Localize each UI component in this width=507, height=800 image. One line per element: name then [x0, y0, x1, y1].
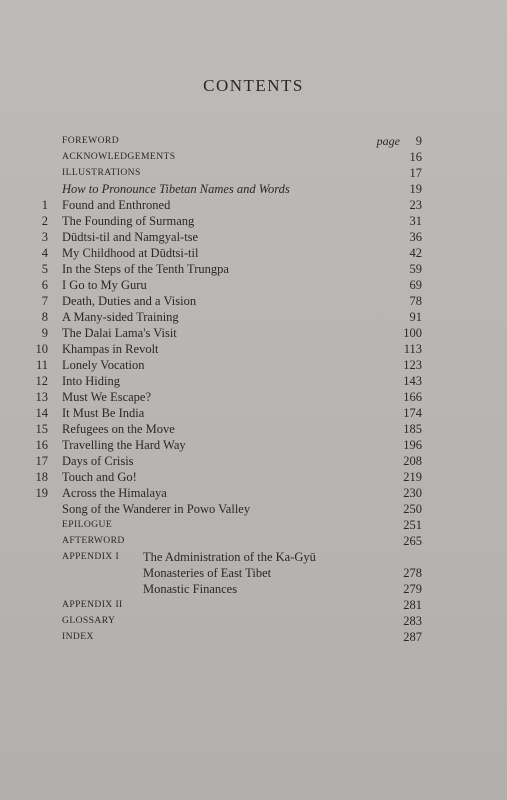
- page-number: 31: [409, 214, 422, 228]
- page-number: 166: [403, 390, 422, 404]
- page-number: 100: [403, 326, 422, 340]
- entry-title: Across the Himalaya: [62, 486, 167, 500]
- toc-entry: [0, 389, 507, 405]
- toc-entry: [0, 613, 507, 629]
- appendix-line: Monastic Finances: [143, 582, 238, 596]
- page-number: 36: [409, 230, 422, 244]
- entry-title: ACKNOWLEDGEMENTS: [62, 151, 176, 162]
- chapter-number: 13: [35, 390, 48, 404]
- page-number: 250: [403, 502, 422, 516]
- entry-title: Must We Escape?: [62, 390, 152, 404]
- page-number: 19: [409, 182, 422, 196]
- toc-entry: [0, 197, 507, 213]
- entry-title: APPENDIX II: [62, 599, 123, 610]
- toc-entry: [0, 213, 507, 229]
- entry-title: Dūdtsi-til and Namgyal-tse: [62, 230, 199, 244]
- entry-title: EPILOGUE: [62, 519, 113, 530]
- chapter-number: 19: [35, 486, 48, 500]
- toc-entry: [0, 357, 507, 373]
- page-number: 23: [409, 198, 422, 212]
- toc-entry: [0, 229, 507, 245]
- toc-entry: [0, 469, 507, 485]
- entry-title: AFTERWORD: [62, 535, 125, 546]
- toc-entry: [0, 565, 507, 581]
- page-number: 196: [403, 438, 422, 452]
- page-number: 42: [409, 246, 422, 260]
- toc-entry: [0, 373, 507, 389]
- page-number: 17: [409, 166, 422, 180]
- entry-title: I Go to My Guru: [62, 278, 147, 292]
- toc-entry: [0, 165, 507, 181]
- chapter-number: 3: [41, 230, 48, 244]
- toc-entry: [0, 245, 507, 261]
- appendix-line: The Administration of the Ka-Gyū: [143, 550, 316, 564]
- page-number: 278: [403, 566, 422, 580]
- toc-entry: [0, 309, 507, 325]
- entry-title: Death, Duties and a Vision: [62, 294, 197, 308]
- entry-title: Travelling the Hard Way: [62, 438, 186, 452]
- chapter-number: 14: [35, 406, 48, 420]
- entry-title: My Childhood at Dūdtsi-til: [62, 246, 199, 260]
- chapter-number: 17: [35, 454, 48, 468]
- toc-entry: [0, 421, 507, 437]
- page-title: CONTENTS: [203, 76, 304, 95]
- chapter-number: 11: [35, 358, 48, 372]
- toc-entry: [0, 277, 507, 293]
- page-number: 91: [409, 310, 422, 324]
- page-number: 59: [409, 262, 422, 276]
- toc-entry: [0, 533, 507, 549]
- page-number: 69: [409, 278, 422, 292]
- appendix-label: APPENDIX I: [62, 551, 120, 562]
- page-number: 123: [403, 358, 422, 372]
- entry-title: The Dalai Lama's Visit: [62, 326, 177, 340]
- entry-title: Refugees on the Move: [62, 422, 175, 436]
- page-number: 219: [403, 470, 422, 484]
- toc-entry: [0, 629, 507, 645]
- appendix-line: Monasteries of East Tibet: [143, 566, 272, 580]
- page-number: 279: [403, 582, 422, 596]
- entry-title: Lonely Vocation: [62, 358, 145, 372]
- toc-entry: [0, 597, 507, 613]
- page-number: 143: [403, 374, 422, 388]
- page-number: 78: [409, 294, 422, 308]
- chapter-number: 5: [41, 262, 48, 276]
- toc-entry: [0, 437, 507, 453]
- entry-title: INDEX: [62, 631, 94, 642]
- chapter-number: 1: [41, 198, 48, 212]
- page-number: 9: [415, 134, 422, 148]
- chapter-number: 10: [35, 342, 48, 356]
- toc-entry: [0, 485, 507, 501]
- entry-title: It Must Be India: [62, 406, 145, 420]
- chapter-number: 7: [41, 294, 48, 308]
- page-number: 281: [403, 598, 422, 612]
- toc-entry: [0, 549, 507, 565]
- toc-entry: [0, 261, 507, 277]
- page-number: 185: [403, 422, 422, 436]
- toc-entry: [0, 181, 507, 197]
- chapter-number: 4: [41, 246, 48, 260]
- chapter-number: 6: [41, 278, 48, 292]
- chapter-number: 12: [35, 374, 48, 388]
- entry-title: The Founding of Surmang: [62, 214, 195, 228]
- entry-title: Into Hiding: [62, 374, 120, 388]
- entry-title: Khampas in Revolt: [62, 342, 159, 356]
- page-number: 113: [403, 342, 422, 356]
- entry-title: FOREWORD: [62, 135, 120, 146]
- page-number: 265: [403, 534, 422, 548]
- chapter-number: 15: [35, 422, 48, 436]
- page-number: 174: [403, 406, 422, 420]
- toc-entry: [0, 453, 507, 469]
- toc-entry: [0, 133, 507, 149]
- toc-entry: [0, 405, 507, 421]
- entry-title: GLOSSARY: [62, 615, 116, 626]
- entry-title: Found and Enthroned: [62, 198, 171, 212]
- entry-title: How to Pronounce Tibetan Names and Words: [62, 182, 290, 196]
- page-number: 16: [409, 150, 422, 164]
- chapter-number: 18: [35, 470, 48, 484]
- page-number: 283: [403, 614, 422, 628]
- toc-entry: [0, 341, 507, 357]
- page-number: 208: [403, 454, 422, 468]
- toc-entry: [0, 293, 507, 309]
- toc-entry: [0, 501, 507, 517]
- toc-entry: [0, 517, 507, 533]
- chapter-number: 16: [35, 438, 48, 452]
- toc-entry: [0, 325, 507, 341]
- entry-title: In the Steps of the Tenth Trungpa: [62, 262, 229, 276]
- page-number: 287: [403, 630, 422, 644]
- page-word: page: [376, 134, 400, 148]
- page-number: 251: [403, 518, 422, 532]
- entry-title: Song of the Wanderer in Powo Valley: [62, 502, 251, 516]
- chapter-number: 9: [41, 326, 48, 340]
- toc-entry: [0, 149, 507, 165]
- chapter-number: 8: [41, 310, 48, 324]
- chapter-number: 2: [41, 214, 48, 228]
- entry-title: ILLUSTRATIONS: [62, 167, 141, 178]
- entry-title: Days of Crisis: [62, 454, 134, 468]
- entry-title: A Many-sided Training: [62, 310, 179, 324]
- page-number: 230: [403, 486, 422, 500]
- toc-entry: [0, 581, 507, 597]
- entry-title: Touch and Go!: [62, 470, 137, 484]
